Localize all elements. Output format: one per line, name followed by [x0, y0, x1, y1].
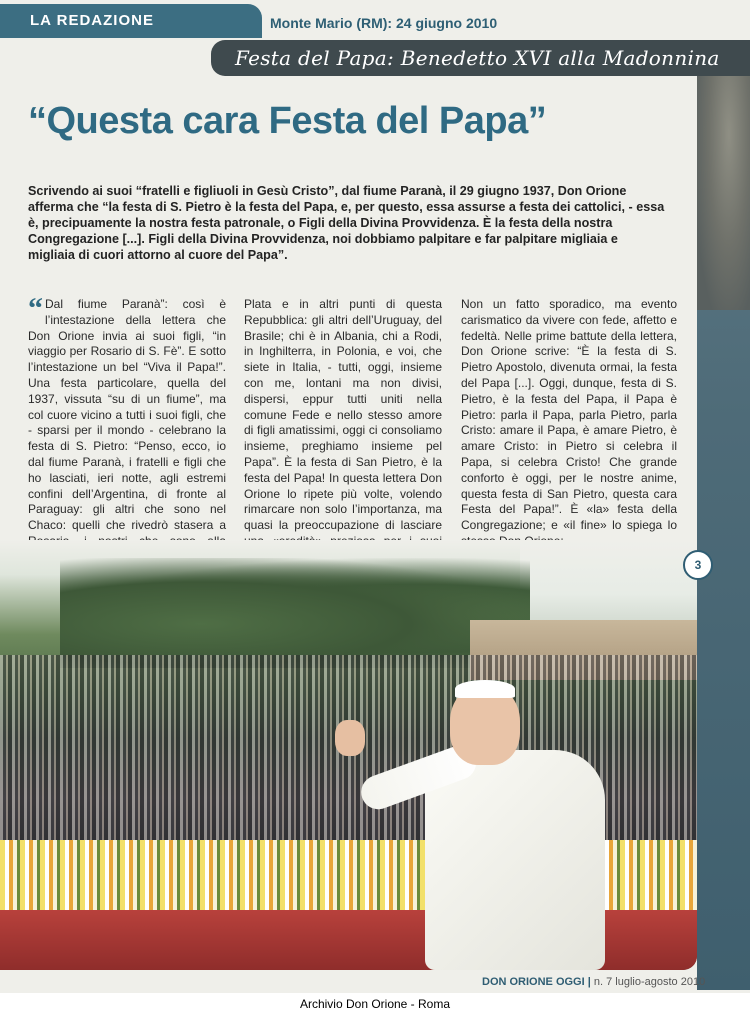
pope-zucchetto — [455, 680, 515, 698]
article-title: “Questa cara Festa del Papa” — [28, 100, 547, 142]
archive-caption: Archivio Don Orione - Roma — [0, 993, 750, 1016]
event-banner-text: Festa del Papa: Benedetto XVI alla Madonnina — [235, 46, 720, 70]
issue-info: n. 7 luglio-agosto 2010 — [593, 976, 706, 988]
photo-trees — [60, 558, 530, 668]
article-column-3: Non un fatto sporadico, ma evento carismatico da vivere con fede, affetto e fedeltà. Nelle prime battute della lettera, Don Orione scrive: “È la festa di S. Pietro Apostolo, divenuta ormai, la festa del Papa [...]. Oggi, dunque, festa di S. Pietro, è la festa del Papa, il Papa è Pietro: parla il Papa, parla Pietro, parla Cristo: amare il Papa, è amare Pietro, è amare Cristo: in Pietro si celebra il Papa, si celebra Cristo! Che grande conforto è oggi, per le nostre anime, questa festa di San Pietro, questa cara Festa del Papa!”. È «la» festa della Congregazione; e «il fine» lo spiega lo — [461, 297, 677, 533]
event-banner — [211, 40, 750, 76]
pope-hand — [335, 720, 365, 756]
magazine-footer — [482, 976, 705, 988]
section-tab — [0, 4, 262, 38]
date-line: Monte Mario (RM): 24 giugno 2010 — [270, 15, 498, 31]
article-lead: Scrivendo ai suoi “fratelli e figliuoli in Gesù Cristo”, dal fiume Paranà, il 29 giugno 1937, Don Orione afferma che “la festa di S. Pietro è la festa del Papa, e, per questo, essa assurse a festa dei cattolici, - essa è, precipuamente la nostra festa patronale, o Figli della Divina Provvidenza. È la festa della nostra Congregazione [...]. Figli della Divina Provvidenza, noi dobbiamo palpitare e far palpitare migliaia e migliaia di cuori attorno al cuore del Papa”. — [28, 184, 665, 262]
article-column-2: Plata e in altri punti di questa Repubblica: gli altri dell’Uruguay, del Brasile; chi è in Albania, chi a Rodi, in Inghilterra, in Polonia, e voi, che siete in Italia, - tutti, oggi, insieme con me, lontani ma non divisi, dispersi, eppur tutti uniti nella comune Fede e nello stesso amore di figli amatissimi, oggi ci consoliamo insieme, preghiamo insieme pel Papa”. È la festa di San Pietro, è la festa del Papa! In questa lettera Don Orione lo ripete più volte, volendo rimarcare non solo l’importanza, ma quasi la preoccupazione di lasciare — [244, 297, 442, 533]
drop-quote: “ — [28, 292, 43, 325]
section-label: LA REDAZIONE — [30, 12, 154, 29]
column-1-text: Dal fiume Paranà”: così è l’intestazione della lettera che Don Orione invia ai suoi figli, “in viaggio per Rosario di S. Fè”. E sotto l’intestazione un bel “Viva il Papa!”. Una festa particolare, quella del 1937, vissuta “su di un fiume”, ma col cuore vicino a tutti i suoi figli, che - sparsi per il mondo - celebrano la festa di S. Pietro: “Penso, ecco, io dal fiume Paranà, i fratelli e figli che ho lasciati, ieri notte, agli estremi confini dell’Argentina, di fronte al Paraguay: gli altri che sono nel Chaco: quelli che rivedrò stasera a — [28, 297, 226, 533]
pope-figure — [355, 680, 615, 970]
crowd-photo — [0, 540, 697, 970]
statue-image — [697, 40, 750, 310]
footer-separator: | — [587, 976, 594, 988]
page-number: 3 — [683, 550, 713, 580]
photo-sky — [520, 540, 697, 630]
magazine-name: DON ORIONE OGGI — [482, 976, 585, 988]
article-column-1 — [28, 292, 226, 566]
